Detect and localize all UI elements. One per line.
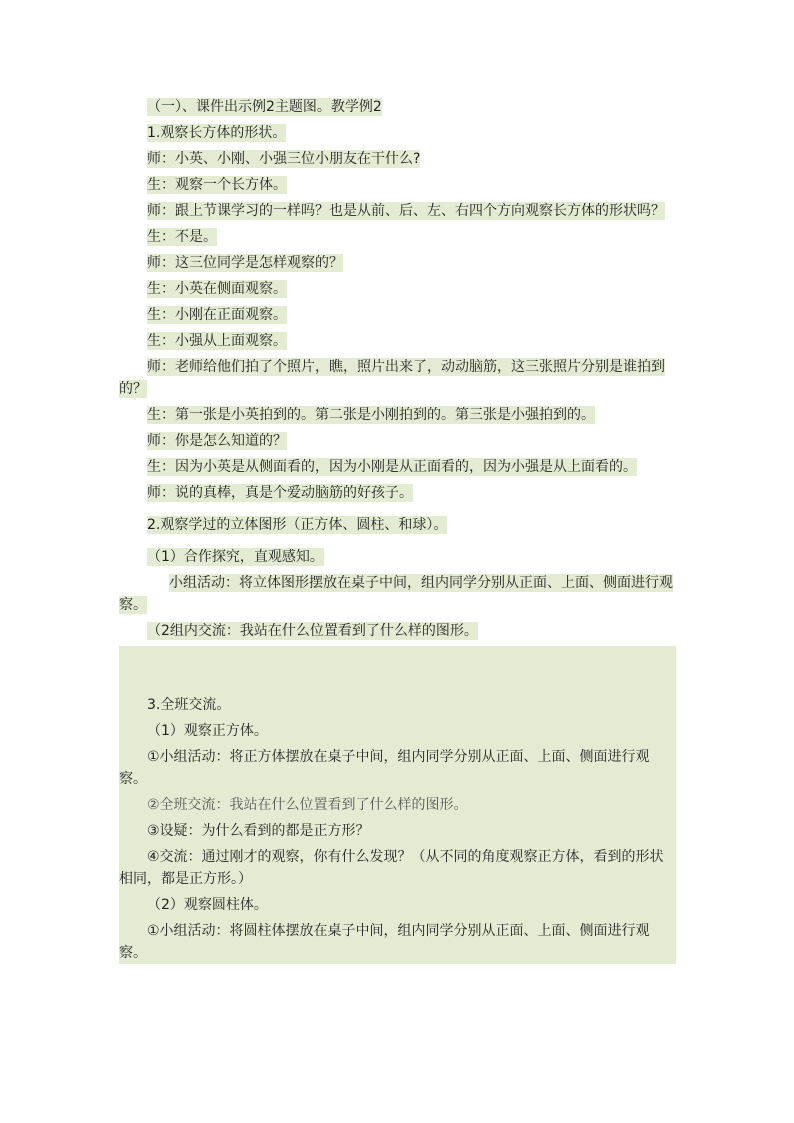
activity-line: ④交流：通过刚才的观察，你有什么发现？（从不同的角度观察正方体，看到的形状相同，都是正方形。）: [119, 849, 664, 887]
dialogue-line: 生：不是。: [147, 229, 217, 245]
activity-line: 小组活动：将立体图形摆放在桌子中间，组内同学分别从正面、上面、侧面进行观察。: [119, 575, 673, 613]
dialogue-line: 生：小强从上面观察。: [147, 333, 287, 349]
dialogue-line: 生：小英在侧面观察。: [147, 281, 287, 297]
dialogue-line: 师：你是怎么知道的？: [147, 433, 287, 449]
dialogue-line: 师：说的真棒，真是个爱动脑筋的好孩子。: [147, 485, 413, 501]
sub-heading: 3.全班交流。: [147, 697, 231, 713]
activity-line: （2组内交流：我站在什么位置看到了什么样的图形。: [147, 623, 478, 639]
dialogue-line: 生：观察一个长方体。: [147, 177, 287, 193]
activity-line: ①小组活动：将正方体摆放在桌子中间，组内同学分别从正面、上面、侧面进行观察。: [119, 749, 650, 787]
document-page: [119, 96, 676, 964]
activity-line: ①小组活动：将圆柱体摆放在桌子中间，组内同学分别从正面、上面、侧面进行观察。: [119, 923, 650, 961]
activity-line: ③设疑：为什么看到的都是正方形？: [147, 823, 370, 839]
activity-heading: （1）合作探究，直观感知。: [147, 549, 324, 565]
activity-line: ②全班交流：我站在什么位置看到了什么样的图形。: [147, 797, 468, 813]
dialogue-line: 生：小刚在正面观察。: [147, 307, 287, 323]
dialogue-line: 师：跟上节课学习的一样吗？也是从前、后、左、右四个方向观察长方体的形状吗？: [147, 203, 665, 219]
activity-heading: （2）观察圆柱体。: [147, 897, 268, 913]
highlighted-block: [119, 646, 676, 964]
sub-heading: 2.观察学过的立体图形（正方体、圆柱、和球）。: [147, 517, 448, 533]
section-heading: （一）、课件出示例2主题图。教学例2: [147, 99, 382, 115]
sub-heading: 1.观察长方体的形状。: [147, 125, 287, 141]
dialogue-line: 师：老师给他们拍了个照片，瞧，照片出来了，动动脑筋，这三张照片分别是谁拍到的？: [119, 359, 665, 397]
dialogue-line: 生：第一张是小英拍到的。第二张是小刚拍到的。第三张是小强拍到的。: [147, 407, 595, 423]
blank-area: [119, 646, 676, 694]
dialogue-line: 生：因为小英是从侧面看的，因为小刚是从正面看的，因为小强是从上面看的。: [147, 459, 637, 475]
dialogue-line: 师：小英、小刚、小强三位小朋友在干什么?: [147, 151, 421, 167]
dialogue-line: 师：这三位同学是怎样观察的？: [147, 255, 343, 271]
activity-heading: （1）观察正方体。: [147, 723, 268, 739]
